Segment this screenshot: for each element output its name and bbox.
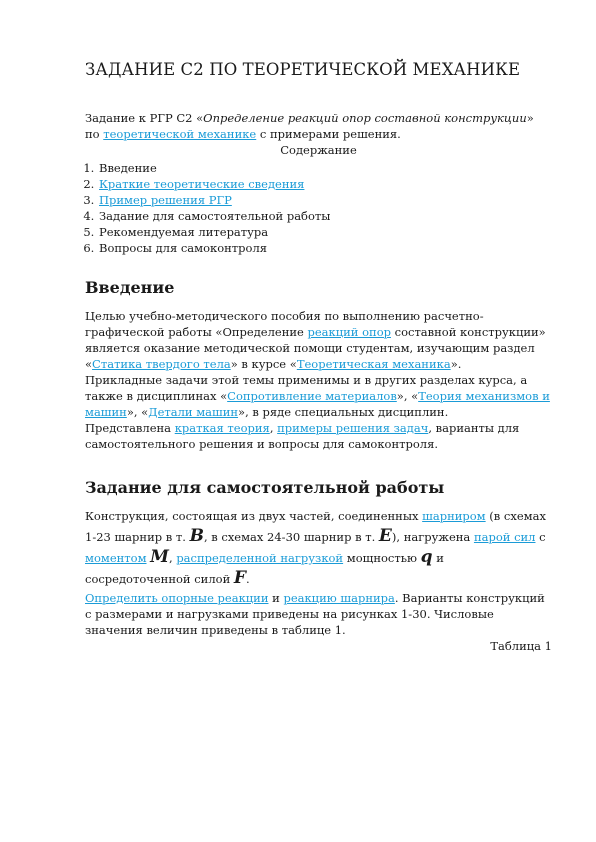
- table-of-contents: [85, 160, 552, 256]
- task-paragraph-1: [85, 506, 552, 590]
- inline-link[interactable]: моментом: [85, 551, 147, 565]
- toc-link[interactable]: Краткие теоретические сведения: [99, 177, 305, 191]
- text-run: Конструкция, состоящая из двух частей, соединенных: [85, 509, 423, 523]
- text-run: Представлена: [85, 421, 175, 435]
- inline-link[interactable]: Сопротивление материалов: [227, 389, 397, 403]
- math-symbol: B: [189, 526, 204, 546]
- math-symbol: q: [420, 547, 433, 567]
- toc-heading: Содержание: [280, 143, 357, 157]
- text-run: .: [245, 572, 250, 586]
- inline-link[interactable]: Теория механизмов и машин: [85, 389, 550, 419]
- inline-link[interactable]: Детали машин: [148, 405, 239, 419]
- inline-link[interactable]: примеры решения задач: [277, 421, 429, 435]
- intro-paragraph-3: [85, 420, 552, 452]
- math-symbol: F: [233, 568, 246, 588]
- text-run: ), нагружена: [391, 530, 474, 544]
- theoretical-mechanics-link[interactable]: теоретической механике: [103, 127, 257, 141]
- toc-label: Задание для самостоятельной работы: [99, 209, 331, 223]
- intro-line-2: [85, 126, 552, 142]
- section-heading-task: Задание для самостоятельной работы: [85, 478, 445, 497]
- text-run: . Варианты конструкций с размерами и нагрузками приведены на рисунках 1-30. Числовые значения величин приведены в таблице 1.: [85, 591, 545, 637]
- text-run: , варианты для самостоятельного решения и вопросы для самоконтроля.: [85, 421, 520, 451]
- inline-link[interactable]: парой сил: [473, 530, 536, 544]
- toc-label: Введение: [99, 161, 157, 175]
- text-run: , в схемах 24-30 шарнир в т.: [203, 530, 379, 544]
- intro-paragraph-2: [85, 372, 552, 420]
- intro-prefix: Задание к РГР С2 «: [85, 111, 204, 125]
- toc-item: [98, 240, 552, 256]
- toc-item: [98, 160, 552, 176]
- section-heading-intro: Введение: [85, 278, 175, 297]
- intro-line2-pre: по: [85, 127, 104, 141]
- text-run: и сосредоточенной силой: [85, 551, 444, 586]
- text-run: », в ряде специальных дисциплин.: [238, 405, 449, 419]
- toc-item[interactable]: [98, 176, 552, 192]
- intro-paragraph-1: [85, 308, 552, 372]
- text-run: (в схемах 1-23 шарнир в т.: [85, 509, 546, 544]
- intro-line2-post: с примерами решения.: [256, 127, 401, 141]
- intro-line-1: [85, 110, 552, 126]
- text-run: », «: [396, 389, 419, 403]
- math-symbol: M: [150, 547, 169, 567]
- toc-label: Рекомендуемая литература: [99, 225, 269, 239]
- text-run: Прикладные задачи этой темы применимы и в других разделах курса, а также в дисциплинах «: [85, 373, 528, 403]
- inline-link[interactable]: распределенной нагрузкой: [176, 551, 344, 565]
- text-run: Целью учебно-методического пособия по выполнению расчетно-графической работы «Определение: [85, 309, 484, 339]
- page-title: ЗАДАНИЕ С2 ПО ТЕОРЕТИЧЕСКОЙ МЕХАНИКЕ: [85, 60, 521, 79]
- inline-link[interactable]: шарниром: [422, 509, 486, 523]
- text-run: мощностью: [343, 551, 421, 565]
- inline-link[interactable]: Статика твердого тела: [92, 357, 231, 371]
- toc-item: [98, 224, 552, 240]
- toc-link[interactable]: Пример решения РГР: [99, 193, 232, 207]
- math-symbol: E: [378, 526, 392, 546]
- toc-label: Вопросы для самоконтроля: [99, 241, 268, 255]
- text-run: » в курсе «: [230, 357, 297, 371]
- inline-link[interactable]: Определить опорные реакции: [85, 591, 269, 605]
- text-run: ».: [450, 357, 462, 371]
- text-run: ,: [169, 551, 177, 565]
- toc-item: [98, 208, 552, 224]
- inline-link[interactable]: реакцию шарнира: [283, 591, 395, 605]
- intro-italic-title: Определение реакций опор составной конструкции: [203, 111, 527, 125]
- text-run: и: [268, 591, 284, 605]
- inline-link[interactable]: Теоретическая механика: [296, 357, 451, 371]
- text-run: с: [535, 530, 546, 544]
- task-paragraph-2: [85, 590, 552, 638]
- text-run: », «: [126, 405, 149, 419]
- table-caption: Таблица 1: [490, 639, 552, 653]
- inline-link[interactable]: реакций опор: [307, 325, 391, 339]
- text-run: ,: [269, 421, 278, 435]
- toc-item[interactable]: [98, 192, 552, 208]
- intro-suffix: »: [526, 111, 534, 125]
- inline-link[interactable]: краткая теория: [174, 421, 270, 435]
- text-run: составной конструкции» является оказание методической помощи студентам, изучающим раздел «: [85, 325, 546, 371]
